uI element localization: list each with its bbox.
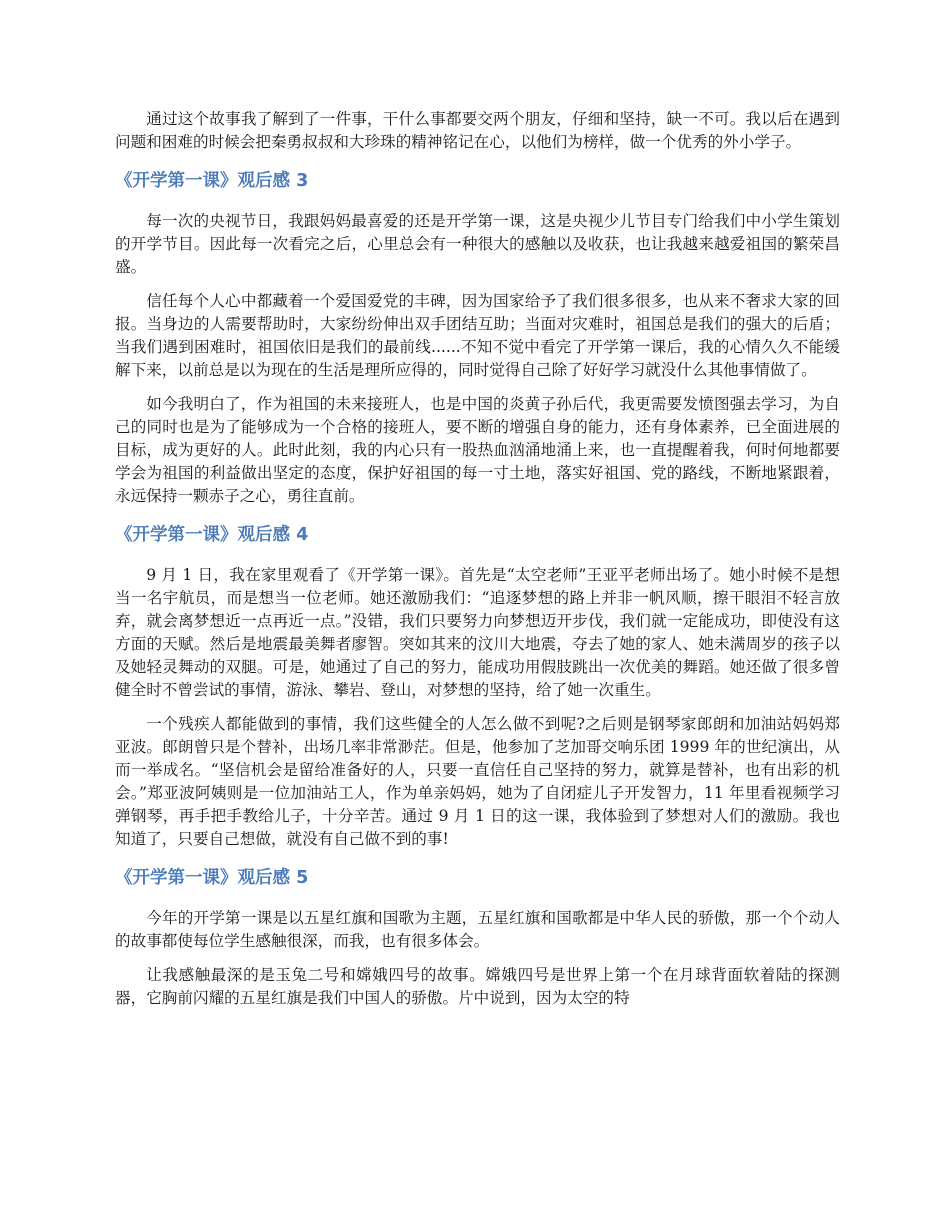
paragraph: 如今我明白了，作为祖国的未来接班人，也是中国的炎黄子孙后代，我更需要发愤图强去学习，为自己的同时也是为了能够成为一个合格的接班人，要不断的增强自身的能力，还有身体素养，已全面进展的目标，成为更好的人。此时此刻，我的内心只有一股热血汹涌地涌上来，也一直提醒着我，何时何地都要学会为祖国的利益做出坚定的态度，保护好祖国的每一寸土地，落实好祖国、党的路线，不断地紧跟着，永远保持一颗赤子之心，勇往直前。: [115, 395, 840, 505]
paragraph: 一个残疾人都能做到的事情，我们这些健全的人怎么做不到呢?之后则是钢琴家郎朗和加油站妈妈郑亚波。郎朗曾只是个替补，出场几率非常渺茫。但是，他参加了芝加哥交响乐团 1999 年的世纪演出，从而一举成名。“坚信机会是留给准备好的人，只要一直信任自己坚持的努力，就算是替补，也有出彩的机会。”郑亚波阿姨则是一位加油站工人，作为单亲妈妈，她为了自闭症儿子开发智力，11 年里看视频学习弹钢琴，再手把手教给儿子，十分辛苦。通过 9 月 1 日的这一课，我体验到了梦想对人们的激励。我也知道了，只要自己想做，就没有自己做不到的事!: [115, 715, 840, 848]
section-heading: 《开学第一课》观后感 4: [115, 525, 309, 545]
paragraph: 通过这个故事我了解到了一件事，干什么事都要交两个朋友，仔细和坚持，缺一不可。我以后在遇到问题和困难的时候会把秦勇叔叔和大珍珠的精神铭记在心，以他们为榜样，做一个优秀的外小学子。: [115, 110, 840, 151]
paragraph: 9 月 1 日，我在家里观看了《开学第一课》。首先是“太空老师”王亚平老师出场了。她小时候不是想当一名宇航员，而是想当一位老师。她还激励我们：“追逐梦想的路上并非一帆风顺，擦干眼泪不轻言放弃，就会离梦想近一点再近一点。”没错，我们只要努力向梦想迈开步伐，我们就一定能成功，即使没有这方面的天赋。然后是地震最美舞者廖智。突如其来的汶川大地震，夺去了她的家人、她未满周岁的孩子以及她轻灵舞动的双腿。可是，她通过了自己的努力，能成功用假肢跳出一次优美的舞蹈。她还做了很多曾健全时不曾尝试的事情，游泳、攀岩、登山，对梦想的坚持，给了她一次重生。: [115, 566, 840, 699]
paragraph: 让我感触最深的是玉兔二号和嫦娥四号的故事。嫦娥四号是世界上第一个在月球背面软着陆的探测器，它胸前闪耀的五星红旗是我们中国人的骄傲。片中说到，因为太空的特: [115, 966, 840, 1007]
paragraph: 每一次的央视节日，我跟妈妈最喜爱的还是开学第一课，这是央视少儿节目专门给我们中小学生策划的开学节目。因此每一次看完之后，心里总会有一种很大的感触以及收获，也让我越来越爱祖国的繁荣昌盛。: [115, 212, 840, 276]
section-heading: 《开学第一课》观后感 3: [115, 171, 309, 191]
paragraph: 信任每个人心中都藏着一个爱国爱党的丰碑，因为国家给予了我们很多很多，也从来不奢求大家的回报。当身边的人需要帮助时，大家纷纷伸出双手团结互助；当面对灾难时，祖国总是我们的强大的后盾；当我们遇到困难时，祖国依旧是我们的最前线......不知不觉中看完了开学第一课后，我的心情久久不能缓解下来，以前总是以为现在的生活是理所应得的，同时觉得自己除了好好学习就没什么其他事情做了。: [115, 292, 840, 379]
document-page: [115, 108, 840, 1021]
paragraph: 今年的开学第一课是以五星红旗和国歌为主题，五星红旗和国歌都是中华人民的骄傲，那一个个动人的故事都使每位学生感触很深，而我，也有很多体会。: [115, 909, 840, 950]
section-heading: 《开学第一课》观后感 5: [115, 868, 309, 888]
